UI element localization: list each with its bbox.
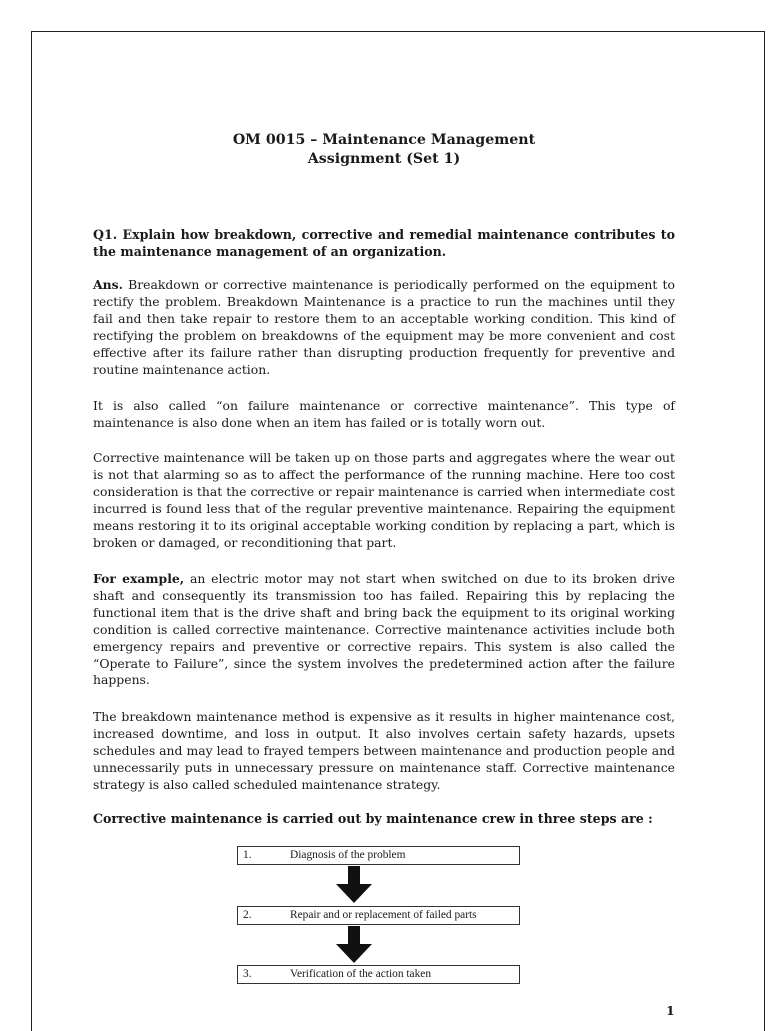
paragraph-on-failure: It is also called “on failure maintenance or corrective maintenance”. This type of maintenance is also done when an item has failed or is totally worn out. (93, 398, 675, 430)
document-subtitle: Assignment (Set 1) (307, 151, 461, 167)
paragraph-example (93, 571, 675, 689)
example-label: For example, (93, 571, 185, 586)
down-arrow-icon (335, 926, 373, 964)
step-text: Verification of the action taken (290, 968, 432, 980)
steps-heading: Corrective maintenance is carried out by maintenance crew in three steps are : (93, 811, 653, 826)
step-number: 3. (243, 968, 252, 980)
down-arrow-icon (335, 866, 373, 904)
page-number: 1 (666, 1003, 675, 1018)
document-title: OM 0015 – Maintenance Management (232, 132, 536, 148)
question-heading: Q1. Explain how breakdown, corrective and remedial maintenance contributes to the maintenance management of an organization. (93, 227, 675, 259)
step-text: Repair and or replacement of failed parts (290, 909, 477, 921)
answer-label: Ans. (93, 277, 123, 292)
paragraph-corrective: Corrective maintenance will be taken up on those parts and aggregates where the wear out is not that alarming so as to affect the performance of the running machine. Here too cost consideration is that the corrective or repair maintenance is carried when intermediate cost incurred is found less that of the regular preventive maintenance. Repairing the equipment means restoring it to its original acceptable working condition by replacing a part, which is broken or damaged, or reconditioning that part. (93, 450, 675, 550)
step-box-3 (237, 965, 520, 984)
answer-text: Breakdown or corrective maintenance is periodically performed on the equipment to rectify the problem. Breakdown Maintenance is a practice to run the machines until they fail and then take repair to restore them to an acceptable working condition. This kind of rectifying the problem on breakdowns of the equipment may be more convenient and cost effective after its failure rather than disrupting production frequently for preventive and routine maintenance action. (93, 277, 675, 377)
step-text: Diagnosis of the problem (290, 849, 406, 861)
step-number: 2. (243, 909, 252, 921)
example-text: an electric motor may not start when switched on due to its broken drive shaft and consequently its transmission too has failed. Repairing this by replacing the functional item that is the drive shaft and bring back the equipment to its original working condition is called corrective maintenance. Corrective maintenance activities include both emergency repairs and preventive or corrective repairs. This system is also called the “Operate to Failure”, since the system involves the predetermined action after the failure happens. (93, 571, 675, 688)
step-box-1 (237, 846, 520, 865)
step-number: 1. (243, 849, 252, 861)
step-box-2 (237, 906, 520, 925)
answer-paragraph (93, 277, 675, 378)
paragraph-breakdown-cost: The breakdown maintenance method is expensive as it results in higher maintenance cost, increased downtime, and loss in output. It also involves certain safety hazards, upsets schedules and may lead to frayed tempers between maintenance and production people and unnecessarily puts in unnecessary pressure on maintenance staff. Corrective maintenance strategy is also called scheduled maintenance strategy. (93, 709, 675, 792)
